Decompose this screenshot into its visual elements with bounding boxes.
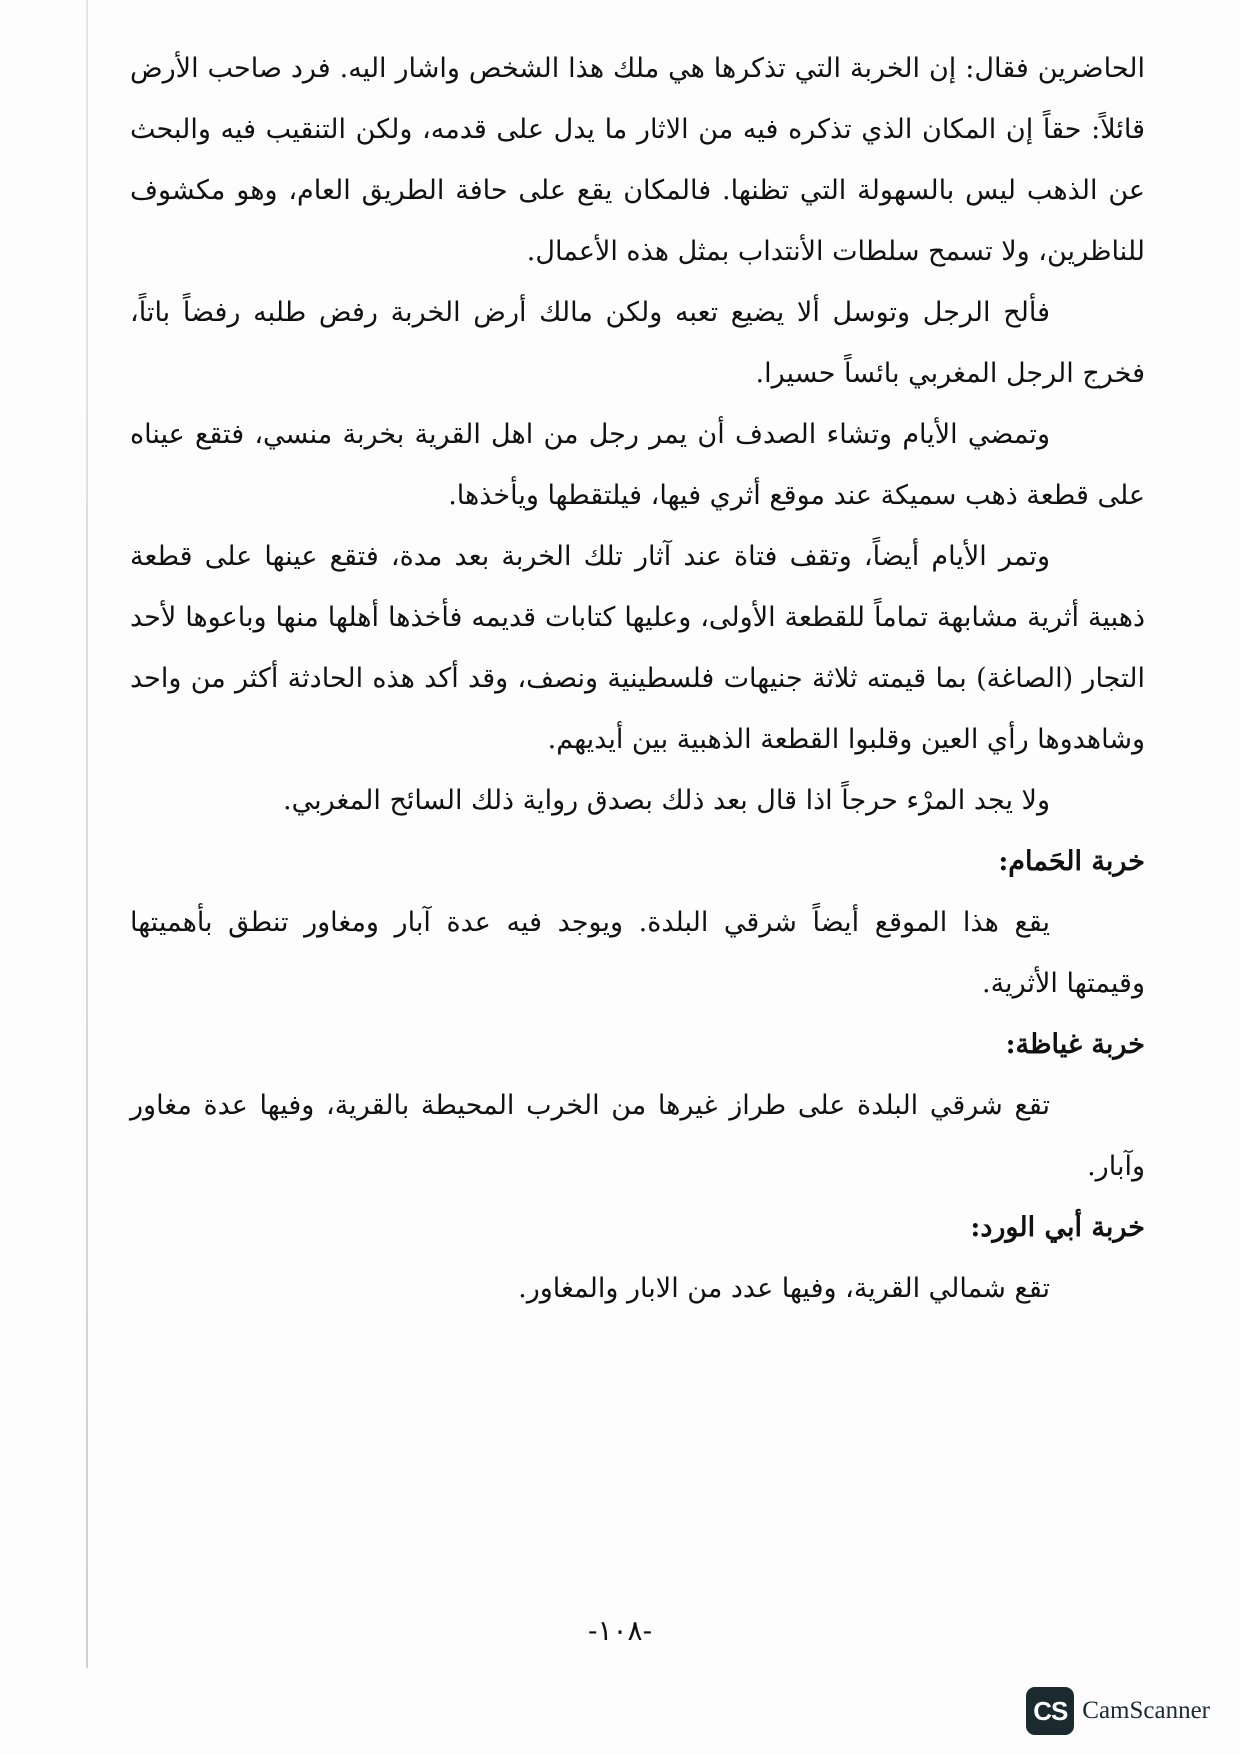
section-heading: خربة أبي الورد: xyxy=(970,1212,1145,1243)
scan-edge-shadow xyxy=(86,0,88,1668)
page-number: -١٠٨- xyxy=(587,1614,653,1647)
paragraph: تقع شمالي القرية، وفيها عدد من الابار والمغاور. xyxy=(518,1273,1050,1304)
paragraph: وتمضي الأيام وتشاء الصدف أن يمر رجل من اهل القرية بخربة منسي، فتقع عيناه على قطعة ذهب سميكة عند موقع أثري فيها، فيلتقطها ويأخذها. xyxy=(130,419,1145,511)
paragraph: فألح الرجل وتوسل ألا يضيع تعبه ولكن مالك أرض الخربة رفض طلبه رفضاً باتاً، فخرج الرجل المغربي بائساً حسيرا. xyxy=(130,297,1145,389)
paragraph: يقع هذا الموقع أيضاً شرقي البلدة. ويوجد فيه عدة آبار ومغاور تنطق بأهميتها وقيمتها الأثرية. xyxy=(130,907,1145,999)
camscanner-logo-icon: CS xyxy=(1026,1687,1074,1735)
paragraph: وتمر الأيام أيضاً، وتقف فتاة عند آثار تلك الخربة بعد مدة، فتقع عينها على قطعة ذهبية أثرية مشابهة تماماً للقطعة الأولى، وعليها كتابات قديمه فأخذها أهلها منها وباعوها لأحد التجار (الصاغة) بما قيمته ثلاثة جنيهات فلسطينية ونصف، وقد أكد هذه الحادثة أكثر من واحد وشاهدوها رأي العين وقلبوا القطعة الذهبية بين أيديهم. xyxy=(130,541,1145,755)
section-heading: خربة الحَمام: xyxy=(998,846,1145,877)
document-body xyxy=(130,38,1145,1319)
camscanner-name: CamScanner xyxy=(1082,1697,1210,1724)
paragraph: تقع شرقي البلدة على طراز غيرها من الخرب المحيطة بالقرية، وفيها عدة مغاور وآبار. xyxy=(130,1090,1145,1182)
paragraph: الحاضرين فقال: إن الخربة التي تذكرها هي ملك هذا الشخص واشار اليه. فرد صاحب الأرض قائلاً: حقاً إن المكان الذي تذكره فيه من الاثار ما يدل على قدمه، ولكن التنقيب فيه والبحث عن الذهب ليس بالسهولة التي تظنها. فالمكان يقع على حافة الطريق العام، وهو مكشوف للناظرين، ولا تسمح سلطات الأنتداب بمثل هذه الأعمال. xyxy=(130,53,1145,267)
section-heading: خربة غياظة: xyxy=(1005,1029,1145,1060)
paragraph: ولا يجد المرْء حرجاً اذا قال بعد ذلك بصدق رواية ذلك السائح المغربي. xyxy=(283,785,1050,816)
camscanner-watermark xyxy=(1026,1687,1210,1735)
